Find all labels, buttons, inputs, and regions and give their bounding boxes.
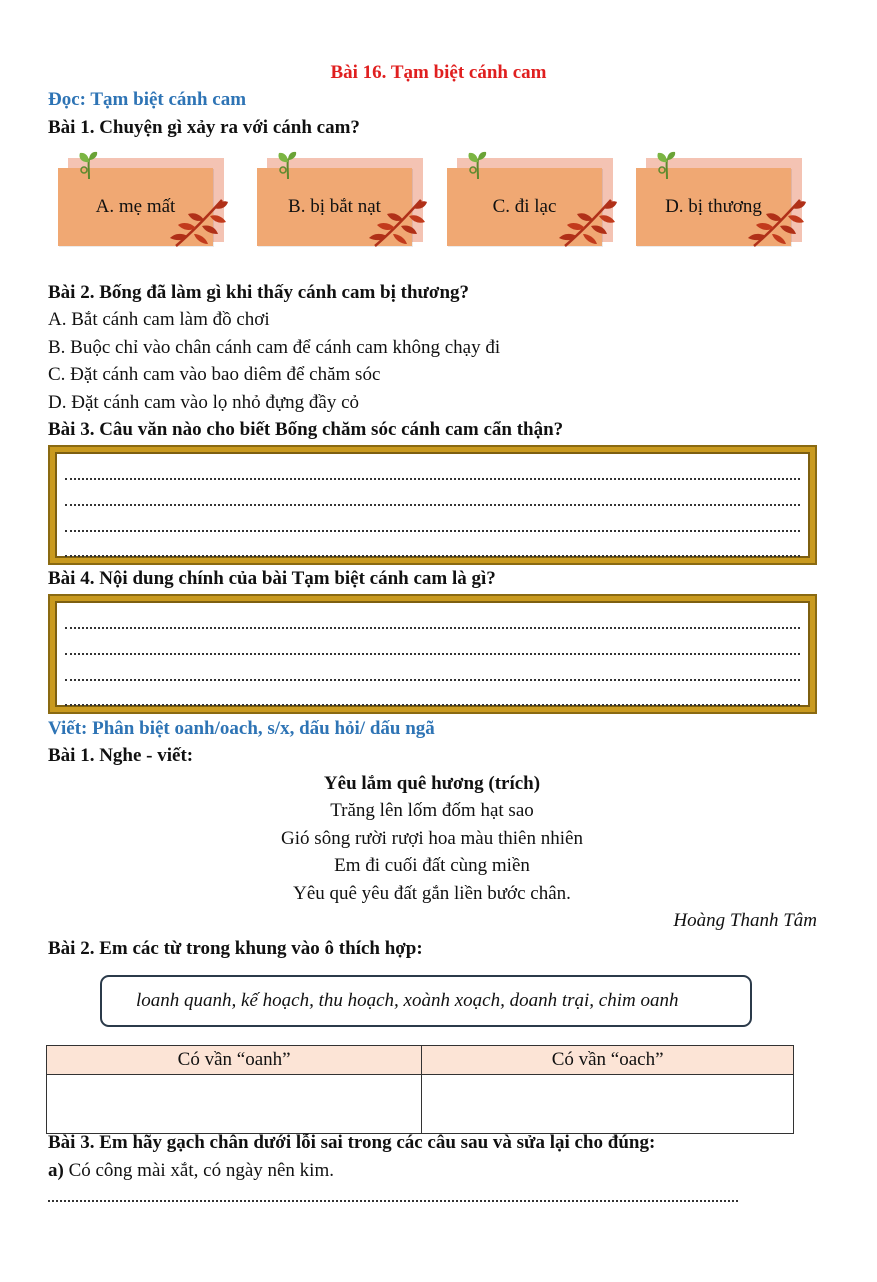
writing-question-3-label: Bài 3. Em hãy gạch chân dưới lỗi sai trong các câu sau và sửa lại cho đúng: [48, 1132, 656, 1153]
answer-line [65, 530, 800, 532]
question-2-option-b[interactable]: B. Buộc chỉ vào chân cánh cam để cánh cam không chạy đi [48, 337, 501, 358]
answer-line[interactable] [48, 1200, 738, 1202]
question-2-option-a[interactable]: A. Bắt cánh cam làm đồ chơi [48, 309, 270, 330]
answer-line [65, 653, 800, 655]
option-card[interactable] [58, 156, 223, 251]
writing-heading: Viết: Phân biệt oanh/oach, s/x, dấu hỏi/ dấu ngã [48, 718, 435, 739]
leaf-branch-icon [559, 194, 617, 250]
leaf-branch-icon [170, 194, 228, 250]
option-card[interactable] [257, 156, 422, 251]
question-2-option-d[interactable]: D. Đặt cánh cam vào lọ nhỏ đựng đầy cỏ [48, 392, 360, 413]
word-list: loanh quanh, kế hoạch, thu hoạch, xoành xoạch, doanh trại, chim oanh [136, 990, 679, 1011]
writing-question-2-label: Bài 2. Em các từ trong khung vào ô thích hợp: [48, 938, 423, 959]
item-a-sentence: Có công mài xắt, có ngày nên kim. [63, 1160, 334, 1181]
item-a-marker: a) [48, 1160, 64, 1181]
column-header-oanh: Có vần “oanh” [47, 1046, 422, 1075]
option-label: C. đi lạc [492, 196, 557, 217]
column-header-oach: Có vần “oach” [422, 1046, 794, 1075]
option-card[interactable] [636, 156, 801, 251]
poem-line: Trăng lên lốm đốm hạt sao [330, 800, 534, 821]
question-2-label: Bài 2. Bống đã làm gì khi thấy cánh cam bị thương? [48, 282, 470, 303]
option-label: B. bị bắt nạt [288, 196, 381, 217]
answer-line [65, 478, 800, 480]
writing-question-3-item-a [48, 1159, 334, 1183]
option-card[interactable] [447, 156, 612, 251]
option-label: A. mẹ mất [95, 196, 176, 217]
question-1-label: Bài 1. Chuyện gì xảy ra với cánh cam? [48, 117, 360, 138]
answer-cell-oanh[interactable] [47, 1075, 422, 1134]
rhyme-table [46, 1045, 794, 1134]
sprout-icon [465, 150, 491, 180]
word-box [100, 975, 752, 1027]
question-4-label: Bài 4. Nội dung chính của bài Tạm biệt cánh cam là gì? [48, 568, 496, 589]
sprout-icon [654, 150, 680, 180]
page-title: Bài 16. Tạm biệt cánh cam [330, 62, 547, 83]
poem-author: Hoàng Thanh Tâm [673, 910, 817, 931]
poem-line: Yêu quê yêu đất gắn liền bước chân. [293, 883, 571, 904]
answer-line [65, 504, 800, 506]
reading-heading: Đọc: Tạm biệt cánh cam [48, 89, 247, 110]
answer-line [65, 555, 800, 557]
question-2-option-c[interactable]: C. Đặt cánh cam vào bao diêm để chăm sóc [48, 364, 381, 385]
answer-cell-oach[interactable] [422, 1075, 794, 1134]
option-label: D. bị thương [665, 196, 762, 217]
sprout-icon [275, 150, 301, 180]
leaf-branch-icon [369, 194, 427, 250]
question-3-label: Bài 3. Câu văn nào cho biết Bống chăm sóc cánh cam cẩn thận? [48, 419, 564, 440]
poem-title: Yêu lắm quê hương (trích) [323, 773, 541, 794]
sprout-icon [76, 150, 102, 180]
question-4-answer-box[interactable] [48, 594, 817, 714]
writing-question-1-label: Bài 1. Nghe - viết: [48, 745, 194, 766]
question-3-answer-box[interactable] [48, 445, 817, 565]
answer-line [65, 704, 800, 706]
leaf-branch-icon [748, 194, 806, 250]
answer-line [65, 679, 800, 681]
poem-line: Gió sông rười rượi hoa màu thiên nhiên [281, 828, 583, 849]
answer-line [65, 627, 800, 629]
poem-line: Em đi cuối đất cùng miền [334, 855, 530, 876]
